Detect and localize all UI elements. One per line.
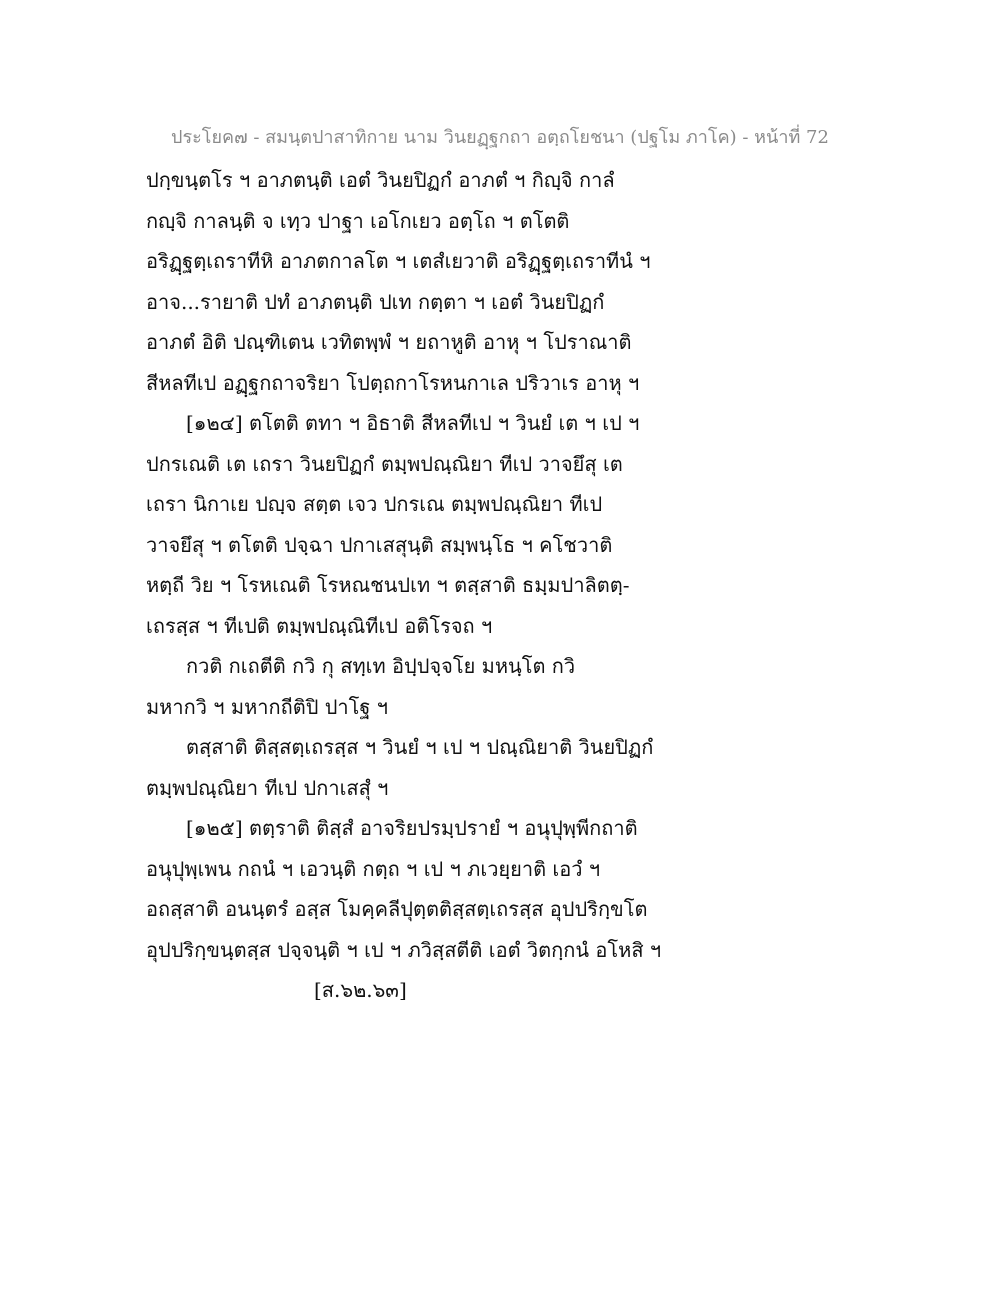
text-line: เถรา นิกาเย ปญฺจ สตฺต เจว ปกรเณ ตมฺพปณฺณิยา ทีเป bbox=[146, 492, 603, 516]
text-line: อุปปริกฺขนฺตสฺส ปจฺจนฺติ ฯ เป ฯ ภวิสฺสตีติ เอตํ วิตกฺกนํ อโหสิ ฯ bbox=[146, 937, 662, 962]
text-line: อาจ...รายาติ ปทํ อาภตนฺติ ปเท กตฺตา ฯ เอตํ วินยปิฏกํ bbox=[146, 289, 605, 314]
page-reference: [ส.๖๒.๖๓] bbox=[314, 978, 407, 1002]
text-line: อนุปุพฺเพน กถนํ ฯ เอวนฺติ กตฺถ ฯ เป ฯ ภเวยฺยาติ เอวํ ฯ bbox=[146, 856, 601, 881]
text-line: ปกรเณติ เต เถรา วินยปิฏกํ ตมฺพปณฺณิยา ทีเป วาจยึสุ เต bbox=[146, 451, 623, 476]
text-line: กญฺจิ กาลนฺติ จ เทฺว ปาฐา เอโกเยว อตฺโถ ฯ ตโตติ bbox=[146, 208, 570, 233]
paragraph-start-125: [๑๒๕] ตตฺราติ ติสฺสํ อาจริยปรมฺปรายํ ฯ อนุปุพฺพีกถาติ bbox=[186, 816, 638, 840]
text-line: อาภตํ อิติ ปณฺฑิเตน เวทิตพฺพํ ฯ ยถาหูติ อาหุ ฯ โปราณาติ bbox=[146, 330, 632, 354]
text-line: หตฺถี วิย ฯ โรหเณติ โรหณชนปเท ฯ ตสฺสาติ ธมฺมปาลิตตฺ- bbox=[146, 573, 630, 597]
text-line: มหากวิ ฯ มหากถีติปิ ปาโฐ ฯ bbox=[146, 694, 389, 719]
text-line: เถรสฺส ฯ ทีเปติ ตมฺพปณฺณิทีเป อติโรจถ ฯ bbox=[146, 613, 493, 638]
body-text bbox=[146, 160, 966, 1011]
text-line: ปกฺขนฺตโร ฯ อาภตนฺติ เอตํ วินยปิฏกํ อาภตํ ฯ กิญฺจิ กาลํ bbox=[146, 168, 615, 192]
text-line: อริฏฺฐตฺเถราทีหิ อาภตกาลโต ฯ เตสํเยวาติ อริฏฺฐตฺเถราทีนํ ฯ bbox=[146, 249, 651, 273]
text-line: อถสฺสาติ อนนฺตรํ อสฺส โมคฺคลีปุตฺตติสฺสตฺเถรสฺส อุปปริกฺขโต bbox=[146, 897, 648, 921]
text-line: สีหลทีเป อฏฺฐกถาจริยา โปตฺถกาโรหนกาเล ปริวาเร อาหุ ฯ bbox=[146, 370, 640, 395]
page-header: ประโยค๗ - สมนฺตปาสาทิกาย นาม วินยฏฺฐกถา อตฺถโยชนา (ปฐโม ภาโค) - หน้าที่ 72 bbox=[171, 127, 829, 148]
paragraph-start: ตสฺสาติ ติสฺสตฺเถรสฺส ฯ วินยํ ฯ เป ฯ ปณฺณิยาติ วินยปิฏกํ bbox=[186, 735, 654, 759]
text-line: วาจยึสุ ฯ ตโตติ ปจฺฉา ปกาเสสุนฺติ สมฺพนฺโธ ฯ คโชวาติ bbox=[146, 532, 613, 557]
paragraph-start-124: [๑๒๔] ตโตติ ตทา ฯ อิธาติ สีหลทีเป ฯ วินยํ เต ฯ เป ฯ bbox=[186, 411, 640, 435]
paragraph-start: กวติ กเถตีติ กวิ กุ สทฺเท อิปฺปจฺจโย มหนฺโต กวิ bbox=[186, 654, 576, 678]
text-line: ตมฺพปณฺณิยา ทีเป ปกาเสสุํ ฯ bbox=[146, 775, 389, 800]
